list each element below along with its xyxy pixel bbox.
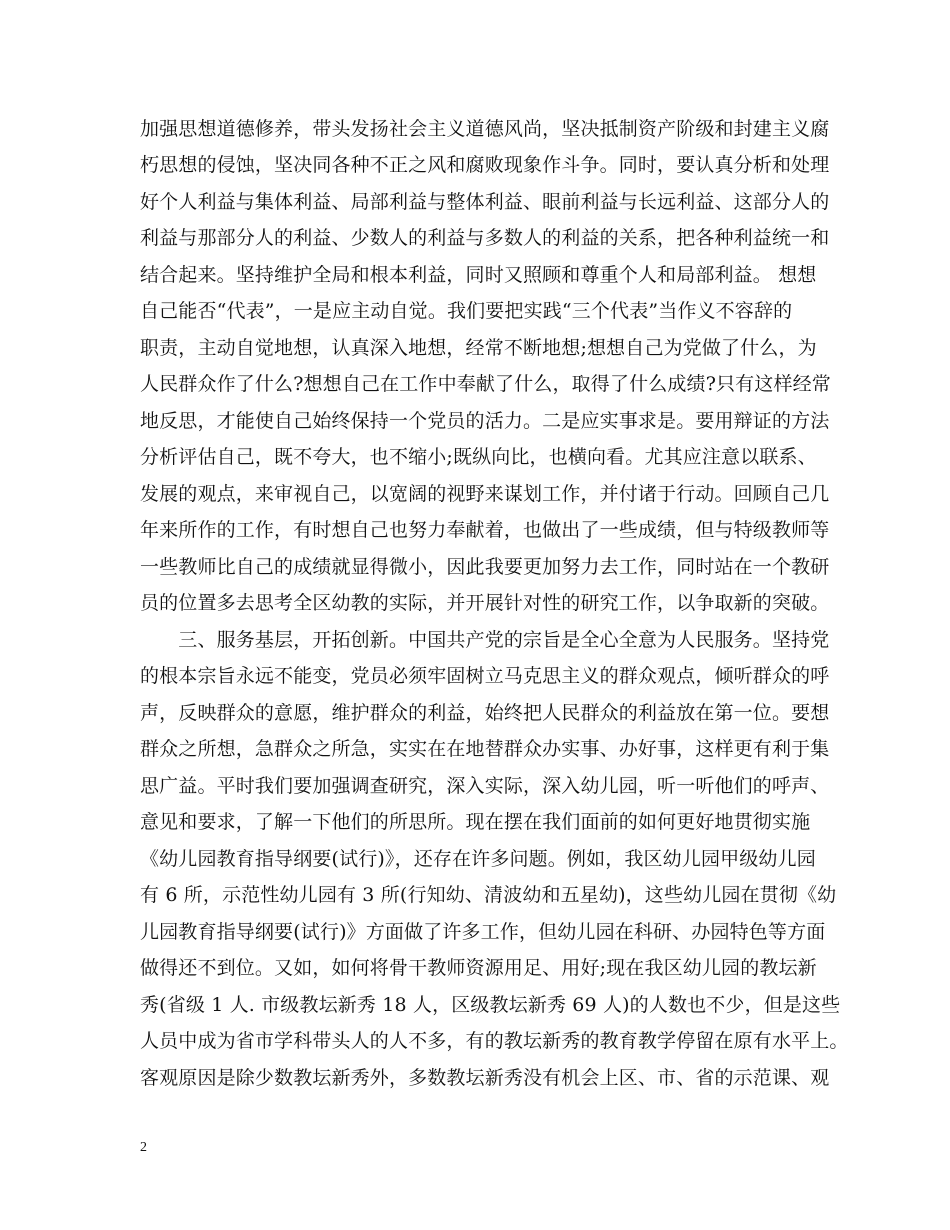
text-line: 群众之所想，急群众之所急，实实在在地替群众办实事、办好事，这样更有利于集 (140, 738, 830, 760)
text-line: 客观原因是除少数教坛新秀外，多数教坛新秀没有机会上区、市、省的示范课、观 (140, 1067, 830, 1089)
text-line: 利益与那部分人的利益、少数人的利益与多数人的利益的关系，把各种利益统一和 (140, 227, 830, 249)
text-line: 思广益。平时我们要加强调查研究，深入实际，深入幼儿园，听一听他们的呼声、 (140, 775, 830, 797)
text-line: 员的位置多去思考全区幼教的实际，并开展针对性的研究工作，以争取新的突破。 (140, 592, 830, 614)
text-line: 三、服务基层，开拓创新。中国共产党的宗旨是全心全意为人民服务。坚持党 (140, 629, 830, 651)
text-line: 意见和要求，了解一下他们的所思所。现在摆在我们面前的如何更好地贯彻实施 (140, 811, 811, 833)
text-line: 发展的观点，来审视自己，以宽阔的视野来谋划工作，并付诸于行动。回顾自己几 (140, 483, 830, 505)
text-line: 一些教师比自己的成绩就显得微小，因此我要更加努力去工作，同时站在一个教研 (140, 556, 830, 578)
text-line: 朽思想的侵蚀，坚决同各种不正之风和腐败现象作斗争。同时，要认真分析和处理 (140, 154, 830, 176)
text-line: 地反思，才能使自己始终保持一个党员的活力。二是应实事求是。要用辩证的方法 (140, 410, 830, 432)
page-number: 2 (140, 1140, 147, 1155)
text-line: 有 6 所，示范性幼儿园有 3 所(行知幼、清波幼和五星幼)，这些幼儿园在贯彻《幼 (140, 884, 837, 906)
text-line: 人民群众作了什么?想想自己在工作中奉献了什么，取得了什么成绩?只有这样经常 (140, 373, 831, 395)
text-line: 秀(省级 1 人. 市级教坛新秀 18 人，区级教坛新秀 69 人)的人数也不少，但是这些 (140, 994, 841, 1016)
text-line: 分析评估自己，既不夸大，也不缩小;既纵向比，也横向看。尤其应注意以联系、 (140, 446, 817, 468)
text-line: 的根本宗旨永远不能变，党员必须牢固树立马克思主义的群众观点，倾听群众的呼 (140, 665, 830, 687)
text-line: 结合起来。坚持维护全局和根本利益，同时又照顾和尊重个人和局部利益。 想想 (140, 264, 817, 286)
text-line: 自己能否“代表”，一是应主动自觉。我们要把实践“三个代表”当作义不容辞的 (140, 300, 793, 322)
text-line: 声，反映群众的意愿，维护群众的利益，始终把人民群众的利益放在第一位。要想 (140, 702, 830, 724)
text-line: 加强思想道德修养，带头发扬社会主义道德风尚，坚决抵制资产阶级和封建主义腐 (140, 118, 830, 140)
text-line: 儿园教育指导纲要(试行)》方面做了许多工作，但幼儿园在科研、办园特色等方面 (140, 921, 826, 943)
text-line: 《幼儿园教育指导纲要(试行)》，还存在许多问题。例如，我区幼儿园甲级幼儿园 (140, 848, 816, 870)
text-line: 好个人利益与集体利益、局部利益与整体利益、眼前利益与长远利益、这部分人的 (140, 191, 830, 213)
text-line: 人员中成为省市学科带头人的人不多，有的教坛新秀的教育教学停留在原有水平上。 (140, 1030, 849, 1052)
text-line: 做得还不到位。又如，如何将骨干教师资源用足、用好;现在我区幼儿园的教坛新 (140, 957, 817, 979)
text-line: 职责，主动自觉地想，认真深入地想，经常不断地想;想想自己为党做了什么，为 (140, 337, 817, 359)
text-line: 年来所作的工作，有时想自己也努力奉献着，也做出了一些成绩，但与特级教师等 (140, 519, 830, 541)
